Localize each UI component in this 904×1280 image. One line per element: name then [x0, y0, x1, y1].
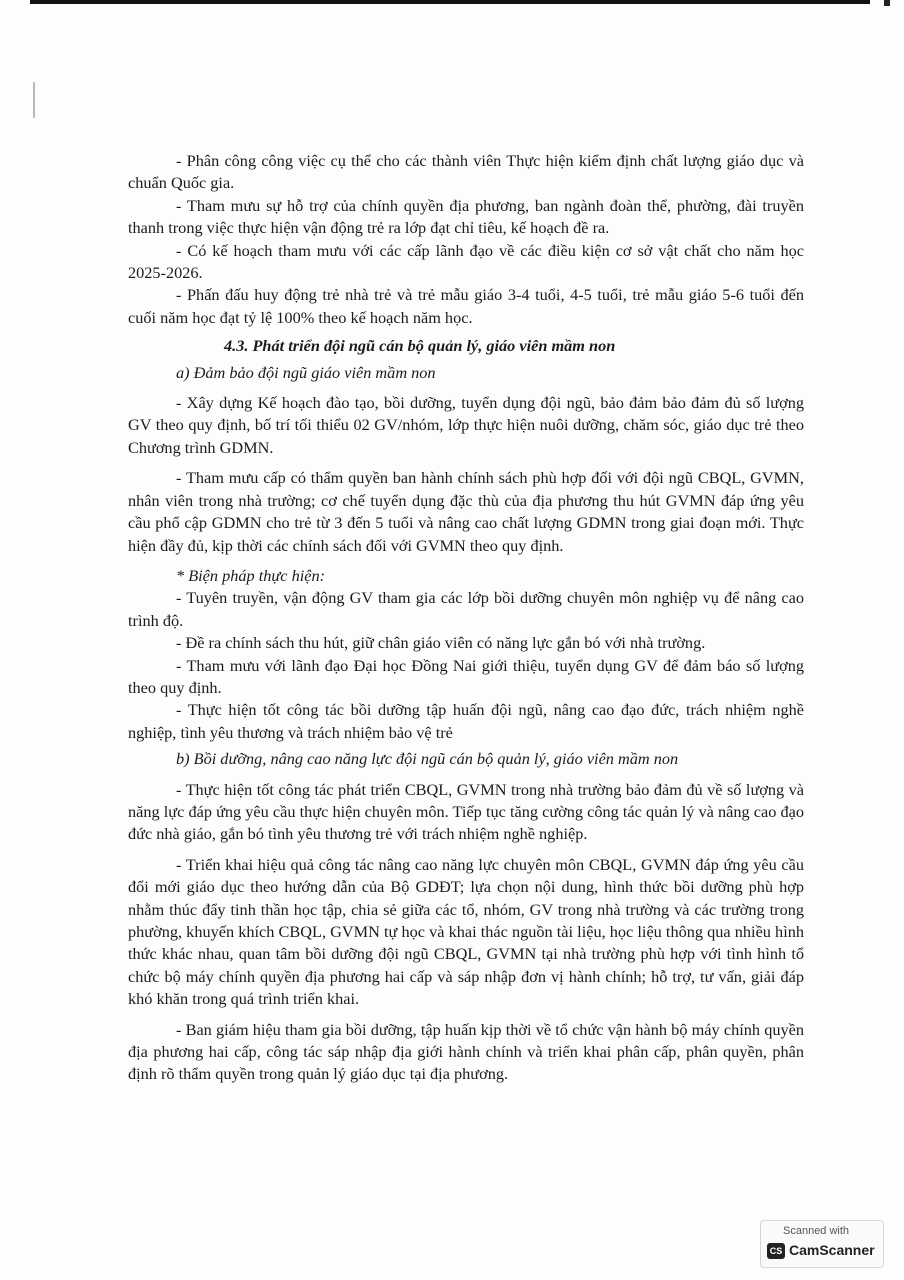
paragraph: - Phân công công việc cụ thể cho các thành viên Thực hiện kiểm định chất lượng giáo dục và chuẩn Quốc gia.	[128, 151, 804, 193]
scan-top-edge	[30, 0, 870, 4]
document-body	[128, 150, 804, 1086]
measure-item: - Tuyên truyền, vận động GV tham gia các lớp bồi dưỡng chuyên môn nghiệp vụ để nâng cao trình độ.	[128, 588, 804, 630]
paragraph: - Tham mưu cấp có thẩm quyền ban hành chính sách phù hợp đối với đội ngũ CBQL, GVMN, nhân viên trong nhà trường; cơ chế tuyển dụng đặc thù của địa phương thu hút GVMN đáp ứng yêu cầu phổ cập GDMN cho trẻ từ 3 đến 5 tuổi và nâng cao chất lượng GDMN trong giai đoạn mới. Thực hiện đầy đủ, kịp thời các chính sách đối với GVMN theo quy định.	[128, 468, 804, 555]
scan-corner-mark	[884, 0, 890, 6]
measure-item: - Thực hiện tốt công tác bồi dưỡng tập huấn đội ngũ, nâng cao đạo đức, trách nhiệm nghề nghiệp, tình yêu thương và trách nhiệm bảo vệ trẻ	[128, 700, 804, 742]
section-heading: 4.3. Phát triển đội ngũ cán bộ quản lý, giáo viên mầm non	[224, 336, 616, 356]
paragraph: - Ban giám hiệu tham gia bồi dưỡng, tập huấn kịp thời về tổ chức vận hành bộ máy chính quyền địa phương hai cấp, công tác sáp nhập địa giới hành chính và triển khai phân cấp, phân quyền, phân định rõ thẩm quyền trong quản lý giáo dục tại địa phương.	[128, 1019, 804, 1084]
measure-item: - Đề ra chính sách thu hút, giữ chân giáo viên có năng lực gắn bó với nhà trường.	[176, 633, 706, 653]
subheading-b: b) Bồi dưỡng, nâng cao năng lực đội ngũ cán bộ quản lý, giáo viên mầm non	[176, 749, 679, 769]
subheading-a: a) Đảm bảo đội ngũ giáo viên mầm non	[176, 362, 436, 382]
paragraph: - Thực hiện tốt công tác phát triển CBQL, GVMN trong nhà trường bảo đảm đủ về số lượng và năng lực đáp ứng yêu cầu thực hiện chuyên môn. Tiếp tục tăng cường công tác quản lý và nâng cao đạo đức nhà giáo, gắn bó tình yêu thương trẻ với trách nhiệm nghề nghiệp.	[128, 779, 804, 844]
paragraph: - Triển khai hiệu quả công tác nâng cao năng lực chuyên môn CBQL, GVMN đáp ứng yêu cầu đổi mới giáo dục theo hướng dẫn của Bộ GDĐT; lựa chọn nội dung, hình thức bồi dưỡng phù hợp nhằm thúc đẩy tinh thần học tập, chia sẻ giữa các tổ, nhóm, GV trong nhà trường và các trường trong phường, khuyến khích CBQL, GVMN tự học và khai thác nguồn tài liệu, học liệu thông qua nhiều hình thức khác nhau, quan tâm bồi dưỡng đội ngũ CBQL, GVMN tại nhà trường phù hợp với tình hình tổ chức bộ máy chính quyền địa phương hai cấp và sáp nhập đơn vị hành chính; hỗ trợ, tư vấn, giải đáp khó khăn trong quá trình triển khai.	[128, 854, 804, 1009]
paragraph: - Có kế hoạch tham mưu với các cấp lãnh đạo về các điều kiện cơ sở vật chất cho năm học 2025-2026.	[128, 240, 804, 283]
watermark-caption: Scanned with	[783, 1225, 850, 1237]
measure-item: - Tham mưu với lãnh đạo Đại học Đồng Nai giới thiệu, tuyển dụng GV để đảm báo số lượng theo quy định.	[128, 655, 804, 697]
paragraph: - Phấn đấu huy động trẻ nhà trẻ và trẻ mẫu giáo 3-4 tuổi, 4-5 tuổi, trẻ mẫu giáo 5-6 tuổi đến cuối năm học đạt tỷ lệ 100% theo kế hoạch năm học.	[128, 285, 804, 327]
camscanner-logo-icon: CS	[767, 1243, 785, 1259]
paragraph: - Tham mưu sự hỗ trợ của chính quyền địa phương, ban ngành đoàn thể, phường, đài truyền thanh trong việc thực hiện vận động trẻ ra lớp đạt chỉ tiêu, kế hoạch đề ra.	[128, 195, 804, 238]
paragraph: - Xây dựng Kế hoạch đào tạo, bồi dưỡng, tuyển dụng đội ngũ, bảo đảm bảo đảm đủ số lượng GV theo quy định, bố trí tối thiểu 02 GV/nhóm, lớp thực hiện nuôi dưỡng, chăm sóc, giáo dục trẻ theo Chương trình GDMN.	[128, 393, 804, 457]
watermark-brand: CamScanner	[789, 1242, 875, 1258]
measures-heading: * Biện pháp thực hiện:	[176, 565, 326, 585]
camscanner-watermark	[760, 1220, 884, 1268]
scan-margin-mark	[33, 82, 35, 118]
